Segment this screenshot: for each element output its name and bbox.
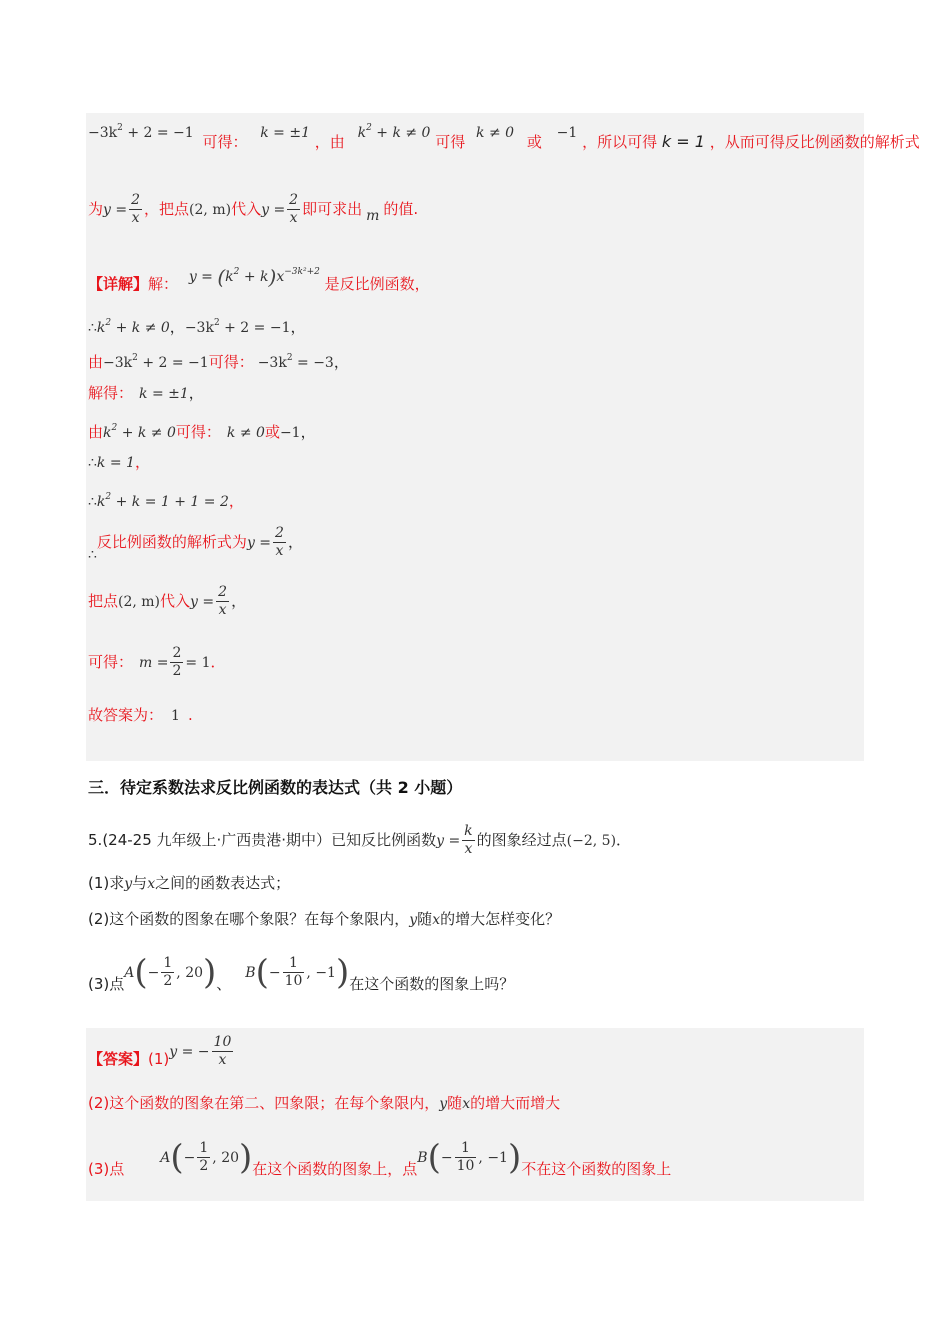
text: 、 [216,975,232,993]
text: 的值. [383,200,419,218]
math-y: y = [246,535,272,551]
math-x: x [432,912,441,928]
answer-line-1 [88,1034,235,1069]
therefore-symbol: ∴ [88,455,97,471]
math-x: x [147,876,156,892]
math: , −1 [478,1150,508,1166]
text: 随 [417,910,433,928]
answer-line-2 [88,1093,560,1114]
text: 之间的函数表达式； [155,874,291,892]
text: 代入 [231,200,262,218]
math-y: y = [190,594,215,610]
detail-line-8: 把点(2, m)代入y = $\frac{2}{x}$ ， [88,584,247,618]
math-neg1: −1 [556,125,578,141]
detail-line-intro [88,262,430,294]
fraction-1-over-10: $\frac{1}{10}$ [284,955,303,989]
fraction-2-over-x: $\frac{2}{x}$ [275,525,284,559]
math: $-3k^2 + 2 = -1$ [184,318,291,336]
therefore-symbol: ∴ [88,547,97,563]
text: (3)点 [88,1160,125,1178]
math-y: y = − [169,1044,210,1060]
math: $-3k^2 + 2 = -1$ [103,353,209,371]
text: 解： [148,275,179,293]
text: 的增大而增大 [470,1094,561,1112]
math: k ≠ 0 [226,425,265,441]
text: (2)这个函数的图象在第二、四象限；在每个象限内， [88,1094,440,1112]
text: 可得： [202,133,248,151]
answer-line-3: (3)点A(− $\frac{1}{2}$ , 20)在这个函数的图象上，点B(− $\frac{1}{10}$ , −1)不在这个函数的图象上 [88,1137,672,1178]
point-A-label: A [160,1150,171,1166]
text: 与 [132,874,148,892]
detail-line-7: ∴反比例函数的解析式为y = $\frac{2}{x}$ ， [88,525,303,563]
math-function: $y = (k^2 + k)x^{-3k^2+2}$ [188,265,320,289]
text: 即可求出 [302,200,363,218]
text: 解得： [88,384,134,402]
therefore-symbol: ∴ [88,320,97,336]
math-x: x [462,1096,471,1112]
fraction-2-over-x: $\frac{2}{x}$ [218,584,228,618]
text: ，所以可得 [582,133,658,151]
math: − [183,1150,196,1166]
fraction-1-over-10: $\frac{1}{10}$ [456,1140,475,1174]
text: ，由 [314,133,345,151]
math: $k^2 + k \ne 0$ [96,318,170,336]
detail-line-9: 可得： m = $\frac{2}{2}$ = 1． [88,645,226,679]
math: − [147,965,160,981]
text: 不在这个函数的图象上 [521,1160,672,1178]
math-y: y [439,1096,448,1112]
point-A-label: A [124,965,135,981]
fraction-2-over-2: $\frac{2}{2}$ [172,645,182,679]
text: 代入 [160,592,191,610]
math: m = [139,655,169,671]
detail-line-5: ∴k = 1， [88,453,150,471]
q-source: (24-25 九年级上·广西贵港·期中） [102,831,332,849]
math-k-pm1: k = ±1 [260,125,311,141]
math-y: y [124,876,133,892]
detail-line-1: $\therefore k^2 + k \ne 0$，$-3k^2 + 2 = -1$， [88,318,306,336]
q5-part3: (3)点A(− $\frac{1}{2}$ , 20)、B(− $\frac{1}{10}$ , −1)在这个函数的图象上吗？ [88,952,515,993]
math-y: y = [436,833,461,849]
text: (1)求 [88,874,125,892]
math-k-eq1: k = 1 [661,132,705,151]
q5-part1 [88,873,290,894]
fraction-10-over-x: $\frac{10}{x}$ [213,1034,232,1068]
text: 是反比例函数， [324,275,430,293]
detail-line-2: 由$-3k^2 + 2 = -1$可得： $-3k^2 = -3$， [88,353,349,371]
analysis-line-2 [88,192,418,227]
fraction-2-over-x: $\frac{2}{x}$ [289,192,299,226]
math-y: y [409,912,418,928]
text: 或 [264,423,280,441]
fraction-1-over-2: $\frac{1}{2}$ [163,955,173,989]
q5-stem: 5.(24-25 九年级上·广西贵港·期中）已知反比例函数y = $\frac{k}{x}$ 的图象经过点(−2, 5)． [88,823,632,857]
text: 由 [88,423,104,441]
text: 的图象经过点 [476,831,567,849]
math: k = 1 [96,455,135,471]
text: 在这个函数的图象上，点 [252,1160,418,1178]
fraction-2-over-x: $\frac{2}{x}$ [131,192,141,226]
text: 随 [447,1094,463,1112]
math-point: (2, m) [189,202,232,218]
detail-line-10: 故答案为： 1 . [88,706,193,724]
math-eq: $-3k^2 + 2 = -1$ [88,123,194,141]
math: = 1 [185,655,211,671]
text: 可得： [88,653,134,671]
math-k2k: $k^2 + k \ne 0$ [357,123,431,141]
q-number: 5. [88,831,103,849]
math: − [440,1150,453,1166]
answer-value: 1 [171,708,180,724]
text: 可得： [175,423,221,441]
math-point: (2, m) [118,594,161,610]
text: 已知反比例函数 [331,831,437,849]
text: ，从而可得反比例函数的解析式 [709,133,920,151]
math-y: y = [261,202,286,218]
math-point: (−2, 5) [566,833,617,849]
math: $k^2 + k = 1 + 1 = 2$ [96,492,229,510]
text: 把点 [88,592,119,610]
section-title: 三．待定系数法求反比例函数的表达式（共 2 小题） [88,778,463,797]
point-B-label: B [245,965,256,981]
detail-line-4: 由$k^2 + k \ne 0$可得： k ≠ 0或−1， [88,423,316,441]
text: (2)这个函数的图象在哪个象限？在每个象限内， [88,910,410,928]
text: 由 [88,353,104,371]
fraction-1-over-2: $\frac{1}{2}$ [199,1140,209,1174]
text: 可得 [435,133,466,151]
math: , 20 [212,1150,240,1166]
answer-tag: 【答案】 [88,1050,149,1068]
text: 可得： [208,353,254,371]
detail-line-6: $\therefore k^2 + k = 1 + 1 = 2$， [88,492,244,510]
analysis-line-1 [88,118,920,152]
math: $-3k^2 = -3$ [257,353,334,371]
text: 的增大怎样变化？ [440,910,561,928]
math: − [268,965,281,981]
detail-line-3: 解得： k = ±1， [88,384,204,402]
text: 反比例函数的解析式为 [96,533,247,551]
math: $k^2 + k \ne 0$ [103,423,176,441]
therefore-symbol: ∴ [88,494,97,510]
q5-part2 [88,909,560,930]
text: 故答案为： [88,706,164,724]
text: 在这个函数的图象上吗？ [349,975,515,993]
math: k = ±1 [139,386,189,402]
math-k-ne0: k ≠ 0 [476,125,515,141]
point-B-label: B [417,1150,428,1166]
math: −1 [279,425,301,441]
math-y: y = [103,202,128,218]
text: 或 [526,133,542,151]
math: , 20 [176,965,204,981]
text: (1) [148,1050,170,1068]
fraction-k-over-x: $\frac{k}{x}$ [464,823,473,857]
detail-tag: 【详解】 [88,275,149,293]
math: , −1 [306,965,336,981]
text: ，把点 [144,200,190,218]
math-m: m [366,208,380,224]
text: (3)点 [88,975,125,993]
text: 为 [88,200,104,218]
